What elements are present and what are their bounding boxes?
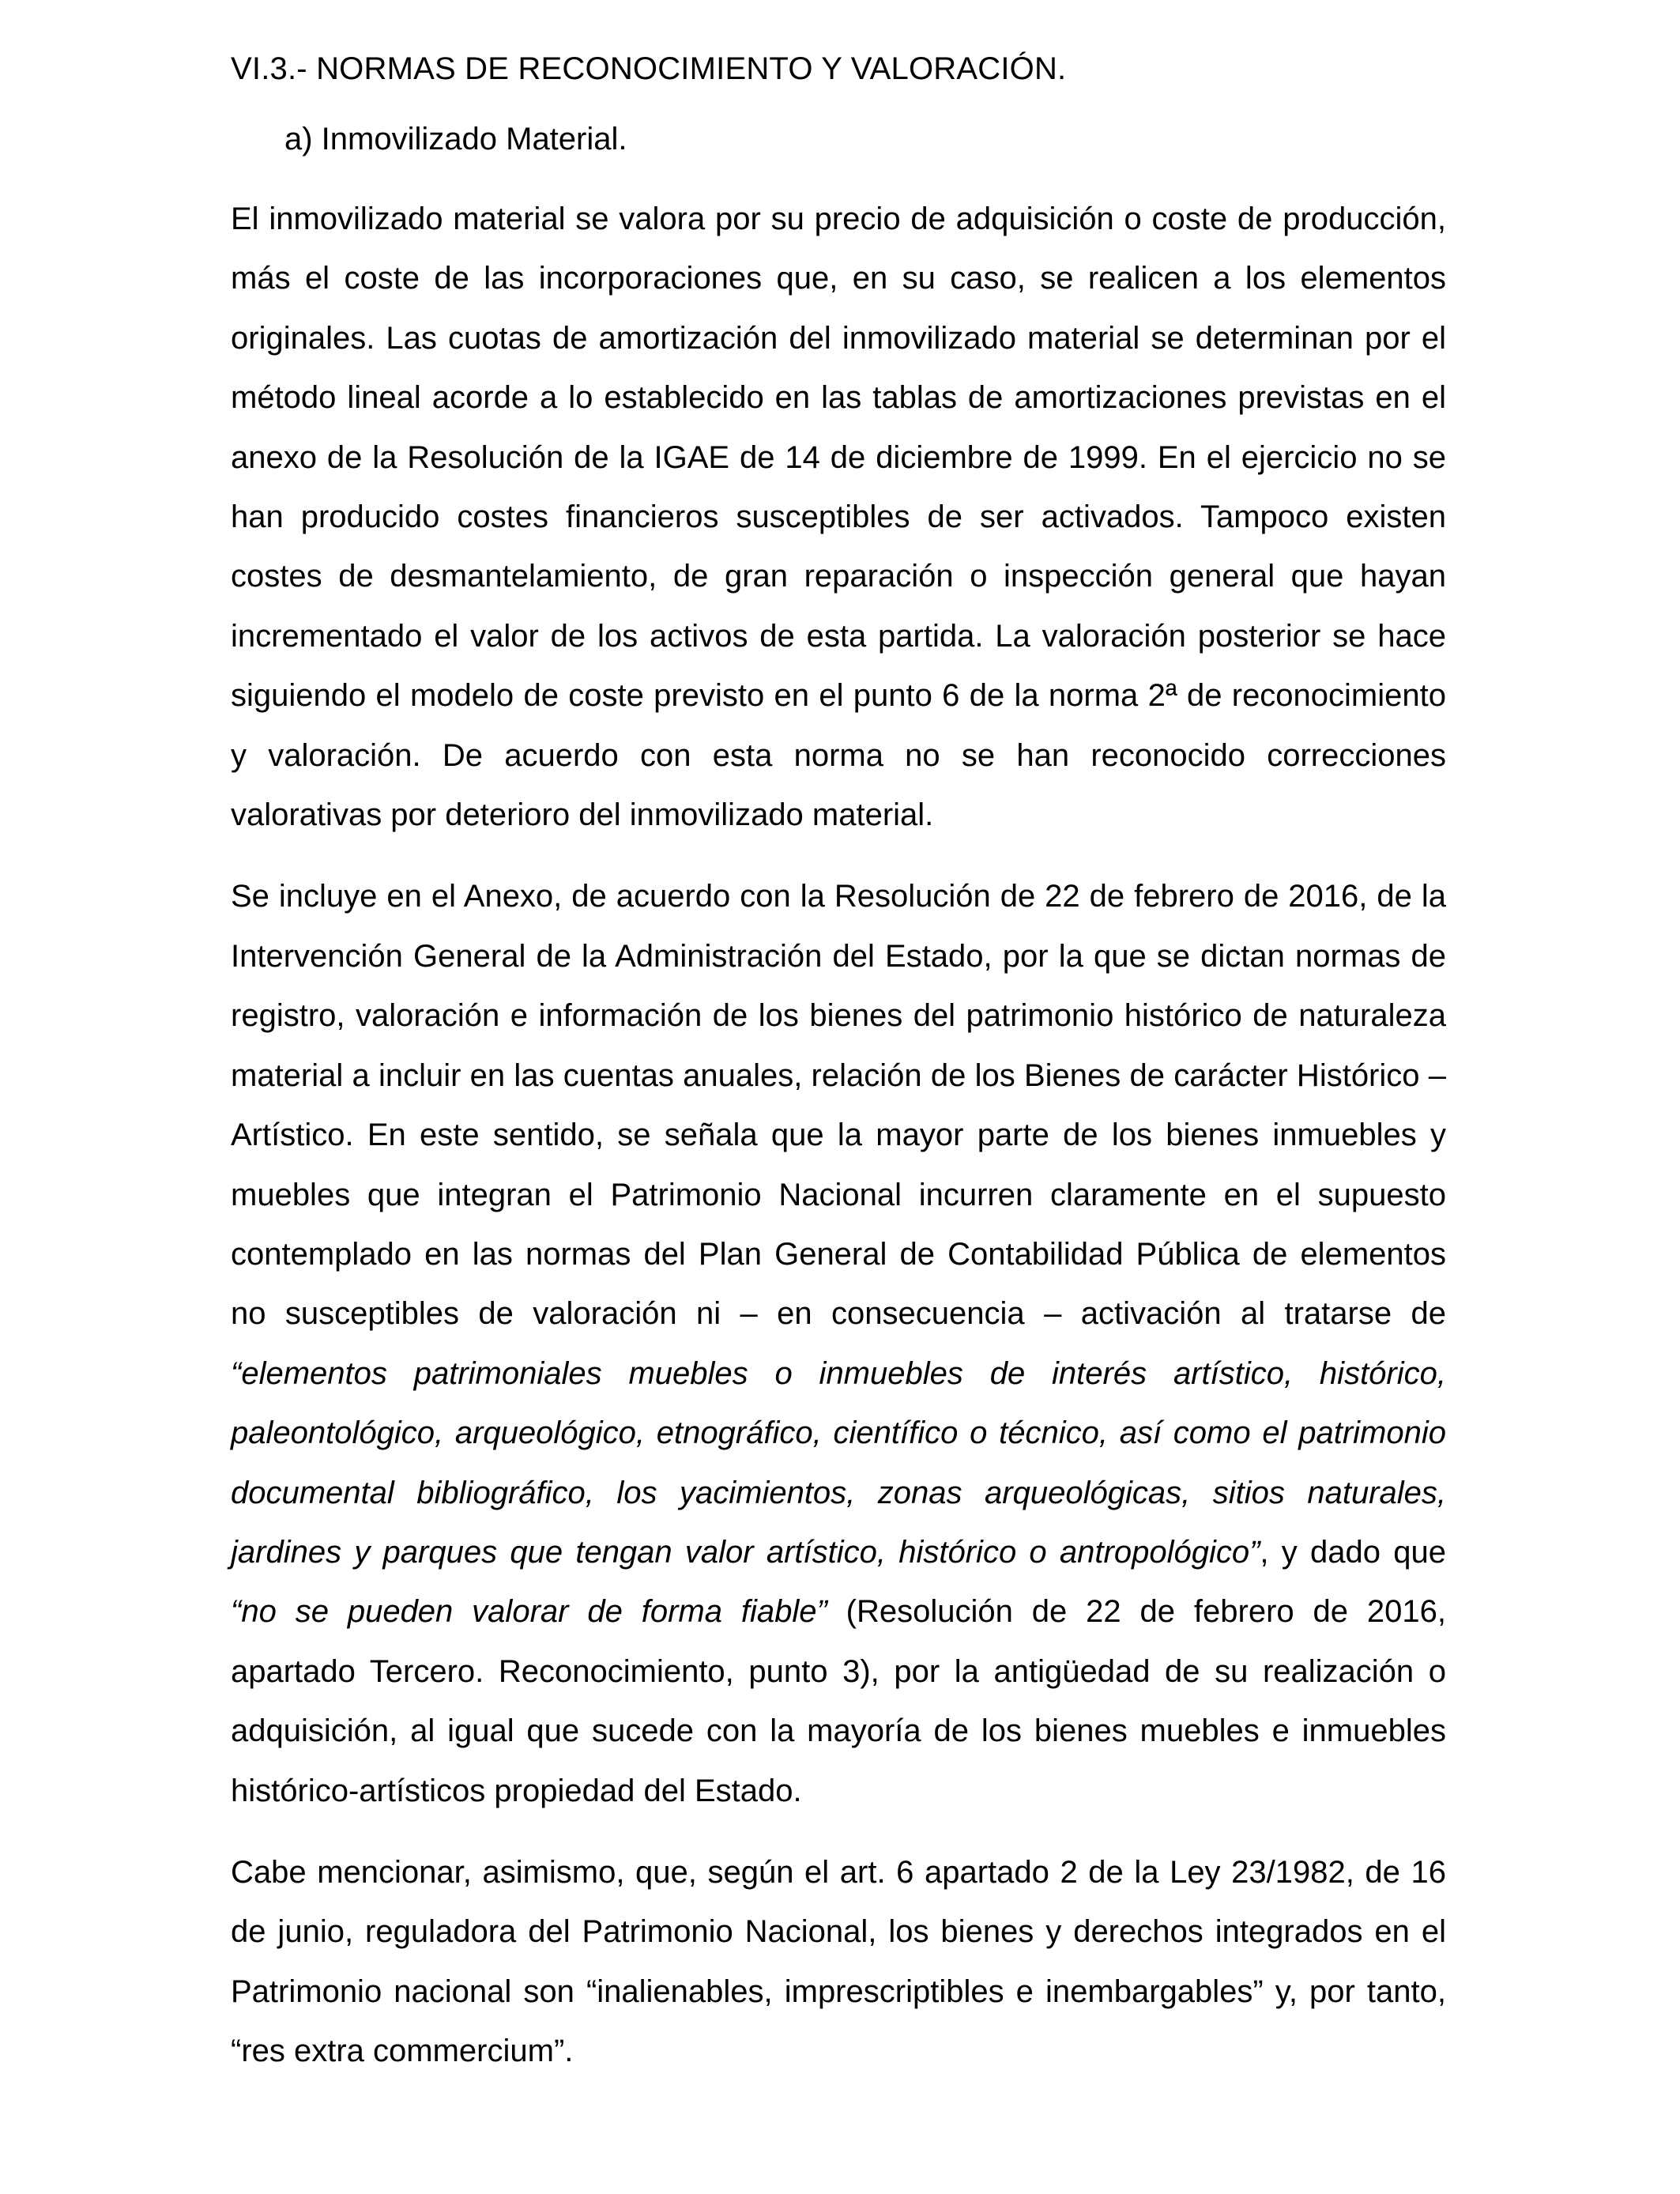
paragraph-anexo-part2: , y dado que <box>1260 1534 1446 1570</box>
paragraph-anexo <box>231 867 1446 1821</box>
quote-valoracion-fiable: “no se pueden valorar de forma fiable” <box>231 1594 827 1630</box>
quote-elementos-patrimoniales: “elementos patrimoniales muebles o inmuebles de interés artístico, histórico, paleontológico, arqueológico, etnográfico, científico o técnico, así como el patrimonio documental bibliográfico, los yacimientos, zonas arqueológicas, sitios naturales, jardines y parques que tengan valor artístico, histórico o antropológico” <box>231 1355 1446 1570</box>
paragraph-ley: Cabe mencionar, asimismo, que, según el art. 6 apartado 2 de la Ley 23/1982, de 16 de junio, reguladora del Patrimonio Nacional, los bienes y derechos integrados en el Patrimonio nacional son “inalienables, imprescriptibles e inembargables” y, por tanto, “res extra commercium”. <box>231 1854 1446 2069</box>
section-heading: VI.3.- NORMAS DE RECONOCIMIENTO Y VALORACIÓN. <box>231 51 1067 86</box>
document-page <box>231 40 1446 2104</box>
paragraph-anexo-part1: Se incluye en el Anexo, de acuerdo con la Resolución de 22 de febrero de 2016, de la Intervención General de la Administración del Estado, por la que se dictan normas de registro, valoración e información de los bienes del patrimonio histórico de naturaleza material a incluir en las cuentas anuales, relación de los Bienes de carácter Histórico – Artístico. En este sentido, se señala que la mayor parte de los bienes inmuebles y muebles que integran el Patrimonio Nacional incurren claramente en el supuesto contemplado en las normas del Plan General de Contabilidad Pública de elementos no susceptibles de valoración ni – en consecuencia – activación al tratarse de <box>231 879 1446 1332</box>
subsection-heading: a) Inmovilizado Material. <box>284 122 627 156</box>
paragraph-anexo-part3: (Resolución de 22 de febrero de 2016, apartado Tercero. Reconocimiento, punto 3), por la antigüedad de su realización o adquisición, al igual que sucede con la mayoría de los bienes muebles e inmuebles histórico-artísticos propiedad del Estado. <box>231 1594 1446 1808</box>
paragraph-inmovilizado: El inmovilizado material se valora por su precio de adquisición o coste de producción, más el coste de las incorporaciones que, en su caso, se realicen a los elementos originales. Las cuotas de amortización del inmovilizado material se determinan por el método lineal acorde a lo establecido en las tablas de amortizaciones previstas en el anexo de la Resolución de la IGAE de 14 de diciembre de 1999. En el ejercicio no se han producido costes financieros susceptibles de ser activados. Tampoco existen costes de desmantelamiento, de gran reparación o inspección general que hayan incrementado el valor de los activos de esta partida. La valoración posterior se hace siguiendo el modelo de coste previsto en el punto 6 de la norma 2ª de reconocimiento y valoración. De acuerdo con esta norma no se han reconocido correcciones valorativas por deterioro del inmovilizado material. <box>231 202 1446 833</box>
